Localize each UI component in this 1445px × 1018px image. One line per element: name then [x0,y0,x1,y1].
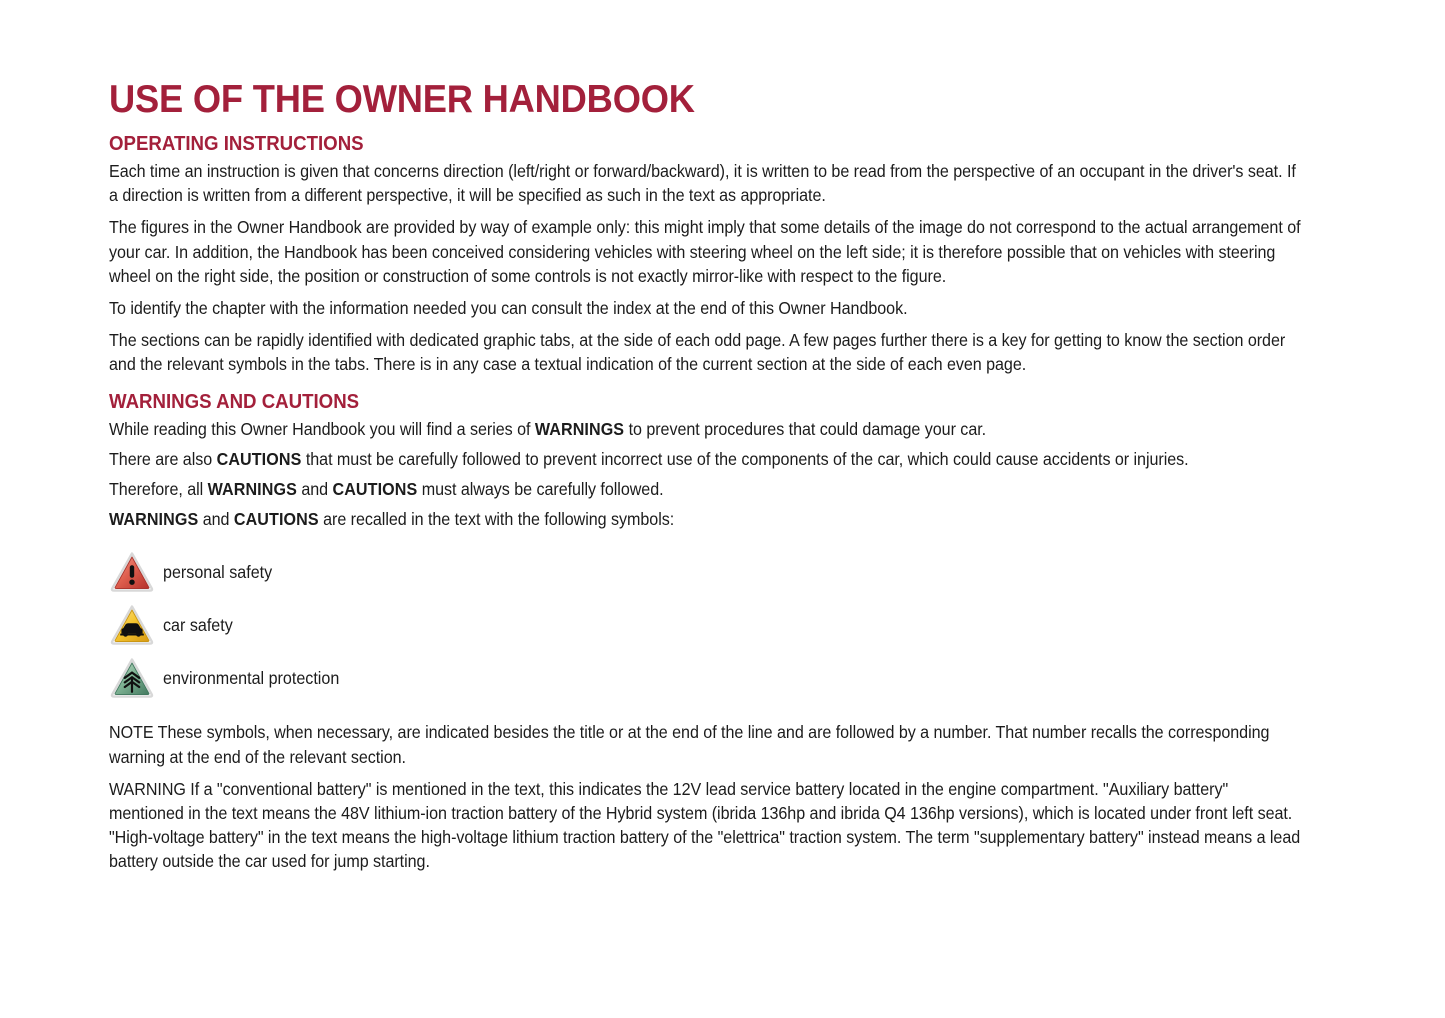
warning-triangle-tree-icon [109,656,155,700]
paragraph-symbols-intro [109,507,1305,531]
legend-row-environmental-protection [109,651,1305,704]
emphasis-cautions: CAUTIONS [216,448,302,469]
page-content [109,78,1305,882]
paragraph-warnings-series [109,417,1305,441]
legend-row-personal-safety [109,545,1305,598]
section-heading-operating-instructions: OPERATING INSTRUCTIONS [109,132,364,155]
paragraph-cautions-series [109,447,1305,471]
text-fragment: must always be carefully followed. [417,479,664,500]
legend-row-car-safety [109,598,1305,651]
warning-triangle-car-icon [109,603,155,647]
legend-label-environmental-protection: environmental protection [163,667,340,688]
text-fragment: and [198,509,234,530]
symbol-legend [109,545,1305,704]
emphasis-warnings: WARNINGS [207,479,297,500]
emphasis-warnings: WARNINGS [534,418,625,439]
emphasis-warnings: WARNINGS [109,509,199,530]
text-fragment: that must be carefully followed to prevent incorrect use of the components of the car, which could cause accidents or injuries. [301,448,1189,469]
text-fragment: Therefore, all [109,479,208,500]
text-fragment: and [296,479,333,500]
paragraph-follow-both [109,477,1305,501]
emphasis-cautions: CAUTIONS [332,479,418,500]
section-heading-warnings-and-cautions: WARNINGS AND CAUTIONS [109,389,360,413]
legend-label-personal-safety: personal safety [163,561,273,582]
text-fragment: There are also [109,448,217,469]
emphasis-cautions: CAUTIONS [233,509,319,530]
page-title: USE OF THE OWNER HANDBOOK [109,78,695,121]
paragraph-direction-perspective: Each time an instruction is given that concerns direction (left/right or forward/backward), it is written to be read from the perspective of an occupant in the driver's seat. If a direction is written from a different perspective, it will be specified as such in the text as appropriate. [109,161,1296,206]
text-fragment: are recalled in the text with the following symbols: [318,509,675,530]
paragraph-figures-example: The figures in the Owner Handbook are provided by way of example only: this might imply that some details of the image do not correspond to the actual arrangement of your car. In addition, the Handbook has been conceived considering vehicles with steering wheel on the left side; it is therefore possible that on vehicles with steering wheel on the right side, the position or construction of some controls is not exactly mirror-like with respect to the figure. [109,217,1301,286]
text-fragment: to prevent procedures that could damage your car. [624,418,987,439]
text-fragment: While reading this Owner Handbook you will find a series of [109,418,535,439]
paragraph-index-reference: To identify the chapter with the information needed you can consult the index at the end of this Owner Handbook. [109,298,908,319]
note-symbols-numbering: NOTE These symbols, when necessary, are indicated besides the title or at the end of the line and are followed by a number. That number recalls the corresponding warning at the end of the relevant section. [109,722,1270,767]
note-battery-terminology: WARNING If a "conventional battery" is mentioned in the text, this indicates the 12V lead service battery located in the engine compartment. "Auxiliary battery" mentioned in the text means the 48V lithium-ion traction battery of the Hybrid system (ibrida 136hp and ibrida Q4 136hp versions), which is located under front left seat. "High-voltage battery" in the text means the high-voltage lithium traction battery of the "elettrica" traction system. The term "supplementary battery" instead means a lead battery outside the car used for jump starting. [109,778,1301,872]
paragraph-graphic-tabs: The sections can be rapidly identified with dedicated graphic tabs, at the side of each odd page. A few pages further there is a key for getting to know the section order and the relevant symbols in the tabs. There is in any case a textual indication of the current section at the side of each even page. [109,330,1286,375]
notes-block [109,720,1305,873]
warning-triangle-exclamation-icon [109,550,155,594]
legend-label-car-safety: car safety [163,614,233,635]
